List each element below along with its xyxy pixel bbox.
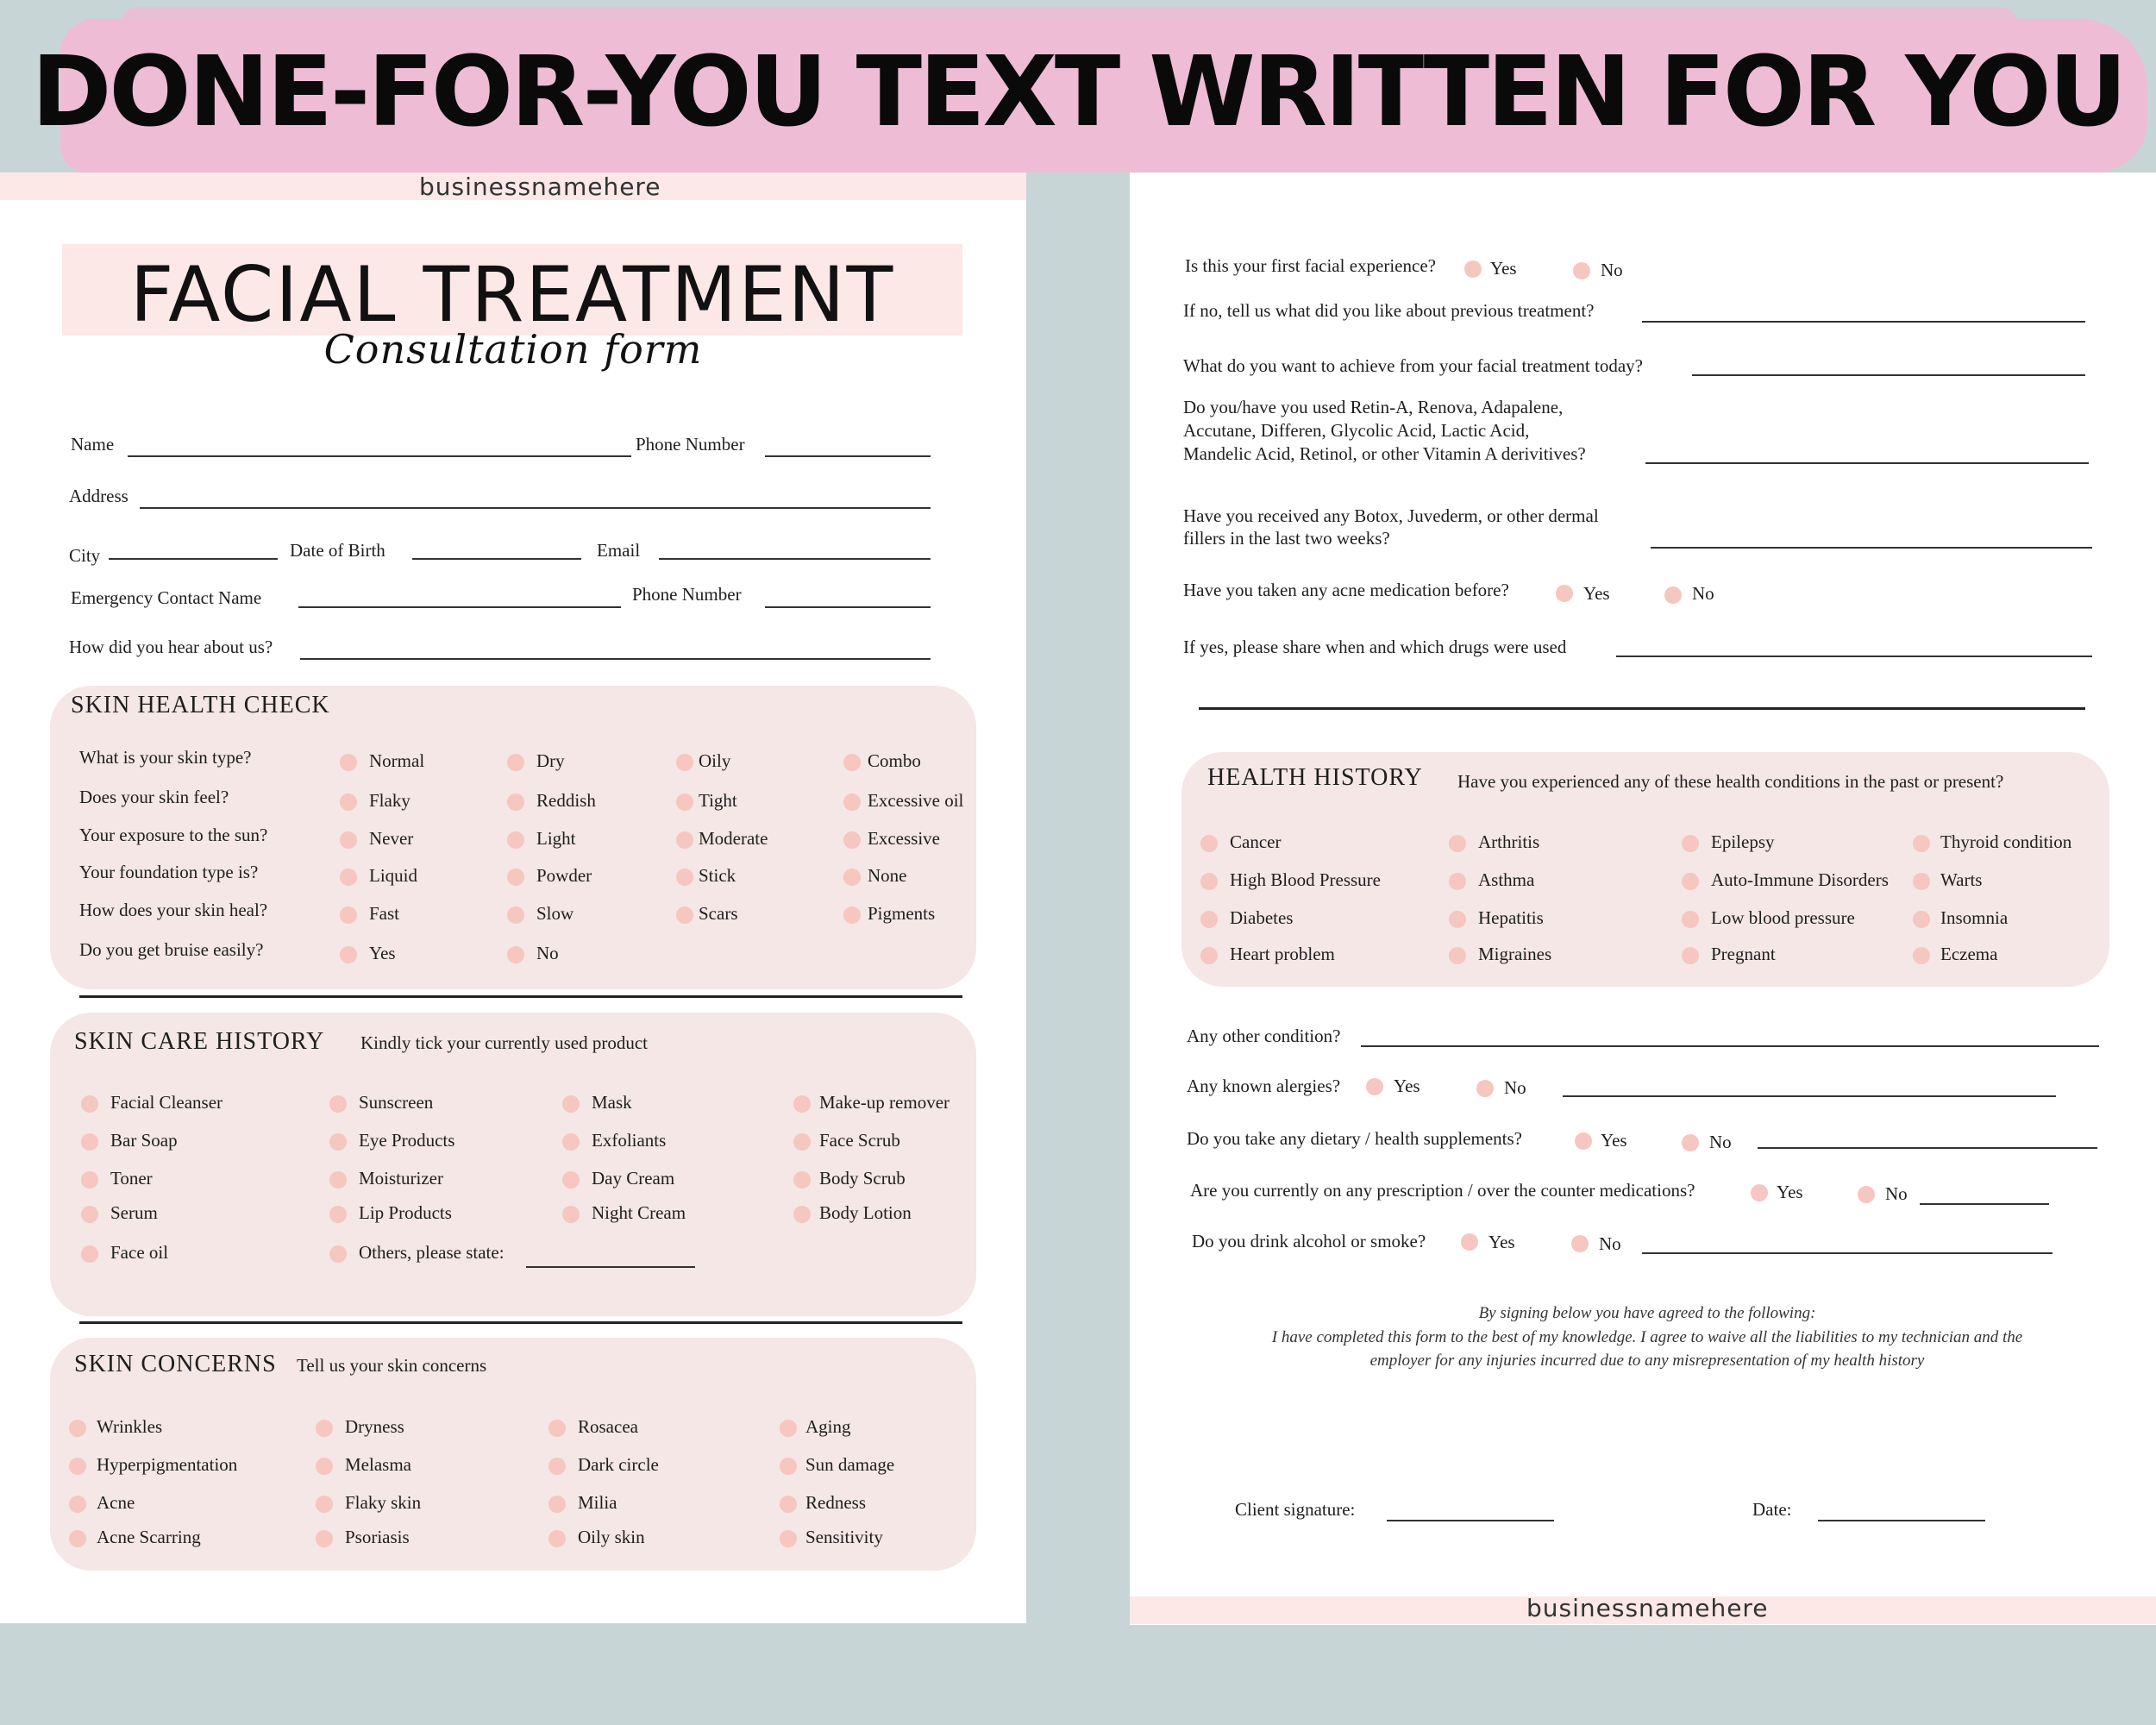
skin-health-option-label: Dry <box>536 750 565 771</box>
emergency-phone-label: Phone Number <box>632 584 742 605</box>
hear-label: How did you hear about us? <box>69 637 273 657</box>
skin-care-product-checkbox[interactable] <box>329 1206 347 1223</box>
skin-concern-checkbox[interactable] <box>780 1530 797 1547</box>
skin-concern-label: Melasma <box>345 1454 411 1475</box>
retin-question-line1: Do you/have you used Retin-A, Renova, Adapalene, <box>1183 397 1564 417</box>
skin-care-product-checkbox[interactable] <box>329 1133 347 1151</box>
skin-care-product-label: Body Scrub <box>819 1168 906 1189</box>
signature-label: Client signature: <box>1235 1499 1356 1520</box>
skin-health-option-radio[interactable] <box>843 794 861 811</box>
address-field[interactable] <box>140 507 931 509</box>
skin-care-product-label: Moisturizer <box>359 1168 443 1189</box>
health-condition-label: Arthritis <box>1478 831 1540 852</box>
skin-concern-label: Sensitivity <box>805 1527 883 1547</box>
hear-field[interactable] <box>300 658 931 660</box>
skin-care-product-checkbox[interactable] <box>562 1206 580 1223</box>
skin-concern-label: Oily skin <box>578 1527 645 1547</box>
skin-concern-checkbox[interactable] <box>780 1496 797 1513</box>
health-condition-label: Insomnia <box>1940 907 2009 928</box>
skin-health-option-label: Normal <box>369 750 425 771</box>
skin-care-title: SKIN CARE HISTORY <box>74 1028 325 1055</box>
skin-concern-checkbox[interactable] <box>316 1496 333 1513</box>
skin-care-product-checkbox[interactable] <box>793 1206 811 1223</box>
allergies-yes-radio[interactable] <box>1366 1078 1383 1095</box>
left-business-name: businessnamehere <box>419 172 661 201</box>
skin-concern-label: Acne Scarring <box>97 1527 201 1547</box>
right-business-name: businessnamehere <box>1526 1594 1769 1622</box>
alcohol-yes-label: Yes <box>1489 1232 1515 1252</box>
health-condition-checkbox[interactable] <box>1913 911 1930 928</box>
skin-health-option-radio[interactable] <box>340 906 357 924</box>
others-field[interactable] <box>526 1266 695 1268</box>
skin-care-subtitle: Kindly tick your currently used product <box>360 1032 649 1053</box>
acne-medication-no-label: No <box>1692 583 1714 604</box>
skin-care-product-label: Night Cream <box>592 1202 686 1223</box>
city-field[interactable] <box>109 558 278 560</box>
alcohol-question: Do you drink alcohol or smoke? <box>1192 1231 1426 1251</box>
health-history-title: HEALTH HISTORY <box>1207 764 1423 791</box>
skin-health-option-radio[interactable] <box>340 869 357 886</box>
skin-care-product-checkbox[interactable] <box>329 1095 347 1113</box>
health-condition-label: Cancer <box>1230 831 1282 852</box>
first-facial-no-label: No <box>1601 260 1623 280</box>
skin-concern-checkbox[interactable] <box>316 1458 333 1475</box>
skin-health-option-radio[interactable] <box>843 754 861 771</box>
health-condition-checkbox[interactable] <box>1449 835 1466 852</box>
health-condition-checkbox[interactable] <box>1682 911 1699 928</box>
skin-health-option-radio[interactable] <box>676 831 693 849</box>
date-field[interactable] <box>1818 1520 1985 1521</box>
banner-title: DONE-FOR-YOU TEXT WRITTEN FOR YOU <box>31 36 2125 148</box>
skin-concern-label: Psoriasis <box>345 1527 410 1547</box>
health-condition-checkbox[interactable] <box>1200 911 1218 928</box>
supplements-yes-label: Yes <box>1601 1130 1627 1151</box>
alcohol-field[interactable] <box>1642 1252 2053 1254</box>
retin-question-line3: Mandelic Acid, Retinol, or other Vitamin A derivitives? <box>1183 443 1586 464</box>
skin-concern-checkbox[interactable] <box>548 1496 566 1513</box>
consent-text-line1: I have completed this form to the best of my knowledge. I agree to waive all the liabilities to my technician and the <box>1271 1328 2023 1346</box>
prescription-yes-radio[interactable] <box>1751 1184 1768 1201</box>
other-condition-field[interactable] <box>1361 1045 2099 1047</box>
skin-care-product-label: Face oil <box>110 1242 169 1263</box>
health-condition-checkbox[interactable] <box>1449 873 1466 890</box>
skin-care-product-label: Eye Products <box>359 1130 455 1151</box>
consent-text-line2: employer for any injuries incurred due to any misrepresentation of my health history <box>1369 1352 1925 1370</box>
skin-health-option-label: Slow <box>536 903 574 924</box>
skin-care-product-label: Body Lotion <box>819 1202 912 1223</box>
skin-health-question: Does your skin feel? <box>79 787 229 807</box>
skin-care-box <box>50 1013 976 1316</box>
acne-medication-yes-radio[interactable] <box>1556 585 1573 602</box>
allergies-no-label: No <box>1504 1077 1526 1098</box>
skin-health-option-radio[interactable] <box>843 906 861 924</box>
skin-health-option-label: Liquid <box>369 865 417 886</box>
skin-care-product-checkbox[interactable] <box>81 1171 98 1189</box>
skin-health-option-radio[interactable] <box>676 754 693 771</box>
skin-concern-checkbox[interactable] <box>780 1458 797 1475</box>
skin-health-option-label: Stick <box>699 865 736 886</box>
skin-care-product-checkbox[interactable] <box>81 1245 98 1263</box>
skin-concern-checkbox[interactable] <box>780 1420 797 1437</box>
skin-health-option-label: Pigments <box>868 903 936 924</box>
skin-health-option-label: Fast <box>369 903 400 924</box>
other-condition-question: Any other condition? <box>1187 1026 1341 1046</box>
alcohol-yes-radio[interactable] <box>1461 1233 1478 1251</box>
health-condition-checkbox[interactable] <box>1913 947 1930 964</box>
acne-medication-no-radio[interactable] <box>1664 586 1682 604</box>
dob-label: Date of Birth <box>290 540 385 561</box>
skin-care-product-checkbox[interactable] <box>562 1095 580 1113</box>
skin-health-question: Your exposure to the sun? <box>79 825 268 845</box>
skin-concern-label: Flaky skin <box>345 1492 422 1513</box>
retin-question-line2: Accutane, Differen, Glycolic Acid, Lactic Acid, <box>1183 420 1530 441</box>
dob-field[interactable] <box>412 558 581 560</box>
date-label: Date: <box>1752 1499 1792 1520</box>
skin-health-option-label: Moderate <box>699 828 768 849</box>
skin-care-product-label: Toner <box>110 1168 153 1189</box>
skin-health-option-label: Flaky <box>369 790 411 811</box>
skin-health-option-label: Excessive <box>868 828 940 849</box>
health-condition-checkbox[interactable] <box>1200 947 1218 964</box>
skin-health-option-label: Scars <box>699 903 738 924</box>
skin-care-product-label: Sunscreen <box>359 1092 434 1113</box>
skin-concern-label: Redness <box>805 1492 866 1513</box>
first-facial-yes-label: Yes <box>1490 258 1517 279</box>
skin-health-option-radio[interactable] <box>507 754 524 771</box>
first-facial-no-radio[interactable] <box>1573 262 1590 279</box>
skin-health-option-label: No <box>536 943 559 963</box>
skin-care-product-checkbox[interactable] <box>329 1171 347 1189</box>
skin-concern-checkbox[interactable] <box>69 1496 86 1513</box>
skin-concern-label: Hyperpigmentation <box>97 1454 238 1475</box>
skin-health-option-radio[interactable] <box>507 831 524 849</box>
health-condition-checkbox[interactable] <box>1682 873 1699 890</box>
signature-field[interactable] <box>1387 1520 1554 1521</box>
allergies-yes-label: Yes <box>1394 1076 1420 1096</box>
skin-concern-label: Dryness <box>345 1416 404 1437</box>
drugs-question: If yes, please share when and which drugs were used <box>1183 637 1567 657</box>
health-condition-label: Heart problem <box>1230 944 1335 964</box>
previous-treatment-field[interactable] <box>1642 321 2085 323</box>
skin-concern-label: Rosacea <box>578 1416 638 1437</box>
skin-concern-checkbox[interactable] <box>548 1458 566 1475</box>
skin-concern-checkbox[interactable] <box>69 1458 86 1475</box>
skin-health-question: What is your skin type? <box>79 747 252 768</box>
health-condition-checkbox[interactable] <box>1200 835 1218 852</box>
skin-care-product-label: Facial Cleanser <box>110 1092 223 1113</box>
skin-care-product-label: Exfoliants <box>592 1130 667 1151</box>
allergies-question: Any known alergies? <box>1187 1076 1341 1096</box>
skin-health-option-radio[interactable] <box>340 794 357 811</box>
skin-concern-checkbox[interactable] <box>69 1530 86 1547</box>
city-label: City <box>69 545 101 566</box>
skin-health-option-radio[interactable] <box>843 831 861 849</box>
skin-health-option-radio[interactable] <box>507 869 524 886</box>
skin-concern-checkbox[interactable] <box>316 1530 333 1547</box>
health-condition-label: Thyroid condition <box>1940 831 2072 852</box>
achieve-question: What do you want to achieve from your facial treatment today? <box>1183 355 1643 376</box>
skin-health-option-radio[interactable] <box>507 946 524 963</box>
skin-health-option-radio[interactable] <box>340 946 357 963</box>
form-title: FACIAL TREATMENT <box>129 250 895 339</box>
skin-health-option-label: Powder <box>536 865 592 886</box>
emergency-field[interactable] <box>298 606 621 608</box>
skin-health-option-label: Combo <box>868 750 921 771</box>
skin-care-product-label: Face Scrub <box>819 1130 900 1151</box>
health-condition-checkbox[interactable] <box>1449 911 1466 928</box>
health-condition-label: Epilepsy <box>1711 831 1775 852</box>
health-condition-label: High Blood Pressure <box>1230 869 1381 890</box>
skin-care-product-checkbox[interactable] <box>793 1133 811 1151</box>
skin-concern-label: Milia <box>578 1492 617 1513</box>
email-field[interactable] <box>659 558 931 560</box>
supplements-question: Do you take any dietary / health supplements? <box>1187 1128 1522 1149</box>
skin-care-product-checkbox[interactable] <box>81 1206 98 1223</box>
acne-medication-question: Have you taken any acne medication before? <box>1183 580 1509 600</box>
health-condition-label: Warts <box>1940 869 1983 890</box>
skin-care-product-checkbox[interactable] <box>793 1171 811 1189</box>
skin-concern-checkbox[interactable] <box>316 1420 333 1437</box>
skin-health-option-radio[interactable] <box>340 831 357 849</box>
skin-concern-label: Wrinkles <box>97 1416 163 1437</box>
skin-health-question: How does your skin heal? <box>79 900 268 920</box>
previous-treatment-question: If no, tell us what did you like about previous treatment? <box>1183 300 1595 321</box>
skin-health-option-label: Tight <box>699 790 737 811</box>
skin-health-title: SKIN HEALTH CHECK <box>71 692 330 718</box>
skin-health-option-label: Light <box>536 828 576 849</box>
alcohol-no-radio[interactable] <box>1571 1235 1589 1252</box>
botox-question-line1: Have you received any Botox, Juvederm, or other dermal <box>1183 505 1599 526</box>
health-condition-checkbox[interactable] <box>1913 835 1930 852</box>
health-condition-label: Hepatitis <box>1478 907 1544 928</box>
skin-concern-checkbox[interactable] <box>69 1420 86 1437</box>
prescription-question: Are you currently on any prescription / over the counter medications? <box>1190 1180 1695 1201</box>
health-condition-label: Auto-Immune Disorders <box>1711 869 1889 890</box>
skin-care-product-label: Make-up remover <box>819 1092 950 1113</box>
allergies-field[interactable] <box>1563 1095 2056 1097</box>
email-label: Email <box>597 540 641 561</box>
skin-concerns-subtitle: Tell us your skin concerns <box>297 1355 487 1376</box>
skin-care-product-checkbox[interactable] <box>793 1095 811 1113</box>
first-facial-question: Is this your first facial experience? <box>1185 255 1436 276</box>
health-condition-checkbox[interactable] <box>1913 873 1930 890</box>
supplements-field[interactable] <box>1758 1147 2097 1149</box>
address-label: Address <box>69 486 128 506</box>
skin-health-option-radio[interactable] <box>676 906 693 924</box>
skin-concern-label: Aging <box>805 1416 851 1437</box>
skin-care-product-checkbox[interactable] <box>81 1133 98 1151</box>
skin-health-option-radio[interactable] <box>507 906 524 924</box>
supplements-no-label: No <box>1709 1132 1732 1152</box>
skin-health-option-label: Excessive oil <box>868 790 964 811</box>
prescription-field[interactable] <box>1920 1203 2049 1205</box>
skin-health-question: Your foundation type is? <box>79 862 259 882</box>
skin-care-product-checkbox[interactable] <box>81 1095 98 1113</box>
skin-health-question: Do you get bruise easily? <box>79 939 264 960</box>
consent-heading: By signing below you have agreed to the following: <box>1478 1304 1816 1322</box>
name-label: Name <box>71 434 115 455</box>
skin-concern-label: Sun damage <box>805 1454 895 1475</box>
skin-care-product-label: Lip Products <box>359 1202 452 1223</box>
first-facial-yes-radio[interactable] <box>1464 260 1482 278</box>
health-history-subtitle: Have you experienced any of these health conditions in the past or present? <box>1457 771 2004 792</box>
supplements-yes-radio[interactable] <box>1575 1132 1592 1150</box>
drugs-field[interactable] <box>1616 656 2092 657</box>
skin-health-option-label: Yes <box>369 943 396 963</box>
achieve-field[interactable] <box>1692 374 2085 376</box>
skin-concern-checkbox[interactable] <box>548 1530 566 1547</box>
skin-care-product-checkbox[interactable] <box>329 1245 347 1263</box>
skin-health-option-radio[interactable] <box>676 794 693 811</box>
skin-concern-label: Acne <box>97 1492 135 1513</box>
skin-care-product-label: Others, please state: <box>359 1242 505 1263</box>
health-condition-label: Pregnant <box>1711 944 1776 964</box>
skin-care-product-label: Bar Soap <box>110 1130 178 1151</box>
divider <box>1199 707 2085 710</box>
skin-health-option-radio[interactable] <box>843 869 861 886</box>
skin-care-product-label: Serum <box>110 1202 158 1223</box>
emergency-phone-field[interactable] <box>765 606 931 608</box>
skin-health-option-label: Oily <box>699 750 731 771</box>
botox-question-line2: fillers in the last two weeks? <box>1183 528 1390 549</box>
prescription-no-label: No <box>1885 1183 1908 1204</box>
health-condition-label: Migraines <box>1478 944 1552 964</box>
prescription-no-radio[interactable] <box>1858 1186 1875 1203</box>
health-condition-checkbox[interactable] <box>1200 873 1218 890</box>
skin-health-option-radio[interactable] <box>676 869 693 886</box>
health-condition-label: Diabetes <box>1230 907 1294 928</box>
health-condition-checkbox[interactable] <box>1682 835 1699 852</box>
phone-label: Phone Number <box>636 434 745 455</box>
name-field[interactable] <box>128 455 631 457</box>
retin-field[interactable] <box>1645 462 2089 464</box>
botox-field[interactable] <box>1651 547 2092 549</box>
supplements-no-radio[interactable] <box>1682 1134 1699 1151</box>
divider <box>79 995 962 998</box>
skin-care-product-label: Mask <box>592 1092 632 1113</box>
skin-care-product-checkbox[interactable] <box>562 1171 580 1189</box>
health-condition-checkbox[interactable] <box>1682 947 1699 964</box>
skin-concerns-title: SKIN CONCERNS <box>74 1351 277 1377</box>
health-condition-checkbox[interactable] <box>1449 947 1466 964</box>
skin-health-option-label: Never <box>369 828 414 849</box>
phone-field[interactable] <box>765 455 931 457</box>
skin-health-option-radio[interactable] <box>507 794 524 811</box>
prescription-yes-label: Yes <box>1777 1182 1803 1202</box>
health-condition-label: Eczema <box>1940 944 1998 964</box>
health-condition-label: Asthma <box>1478 869 1535 890</box>
skin-care-product-checkbox[interactable] <box>562 1133 580 1151</box>
acne-medication-yes-label: Yes <box>1583 583 1610 604</box>
allergies-no-radio[interactable] <box>1476 1080 1494 1097</box>
skin-health-option-label: None <box>868 865 907 886</box>
skin-care-product-label: Day Cream <box>592 1168 675 1189</box>
skin-concern-checkbox[interactable] <box>548 1420 566 1437</box>
form-subtitle: Consultation form <box>323 326 703 373</box>
skin-concern-label: Dark circle <box>578 1454 659 1475</box>
skin-health-option-label: Reddish <box>536 790 596 811</box>
divider <box>79 1321 962 1324</box>
health-condition-label: Low blood pressure <box>1711 907 1855 928</box>
skin-health-option-radio[interactable] <box>340 754 357 771</box>
alcohol-no-label: No <box>1599 1233 1621 1254</box>
emergency-label: Emergency Contact Name <box>71 587 262 608</box>
